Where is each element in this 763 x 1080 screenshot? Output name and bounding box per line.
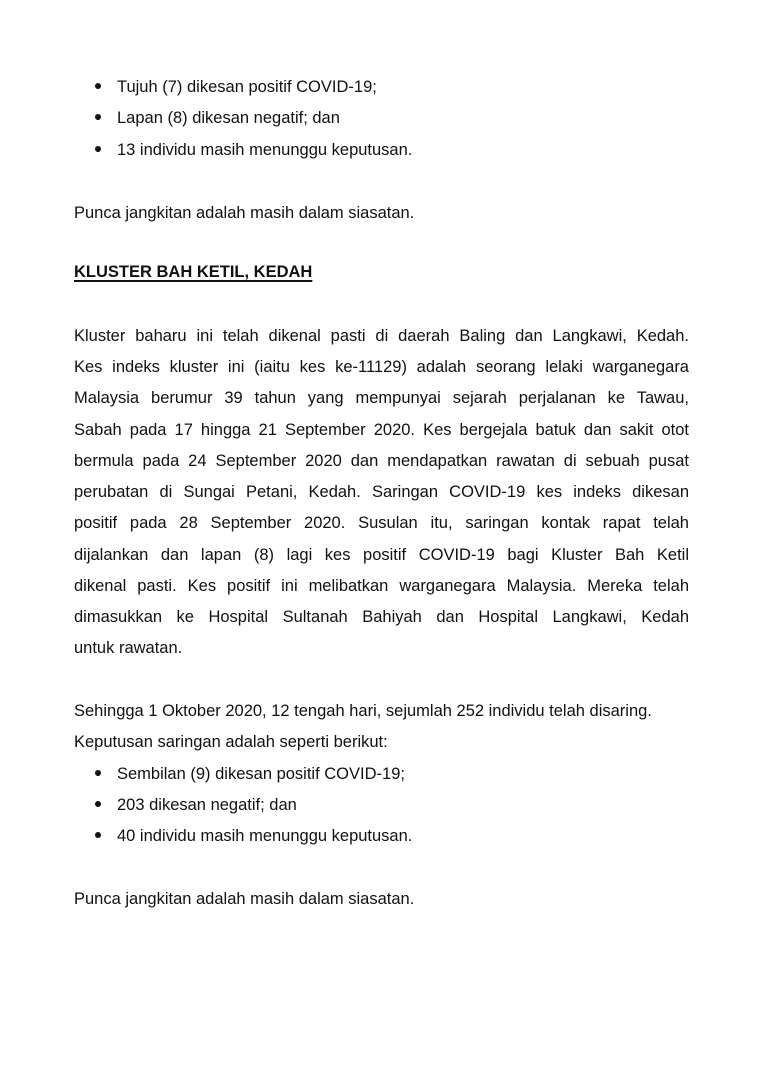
screening-summary: Sehingga 1 Oktober 2020, 12 tengah hari, sejumlah 252 individu telah disaring.: [74, 702, 652, 720]
section-heading: KLUSTER BAH KETIL, KEDAH: [74, 263, 313, 281]
bullet-icon: [95, 114, 101, 120]
paragraph-line: Kes indeks kluster ini (iaitu kes ke-11129) adalah seorang lelaki warganegara: [74, 358, 689, 376]
list-item-text: 13 individu masih menunggu keputusan.: [117, 141, 413, 159]
paragraph-line: dimasukkan ke Hospital Sultanah Bahiyah dan Hospital Langkawi, Kedah: [74, 608, 689, 626]
bullet-icon: [95, 832, 101, 838]
paragraph-line: Sabah pada 17 hingga 21 September 2020. Kes bergejala batuk dan sakit otot: [74, 421, 689, 439]
bullet-icon: [95, 770, 101, 776]
paragraph-line: Malaysia berumur 39 tahun yang mempunyai sejarah perjalanan ke Tawau,: [74, 389, 689, 407]
list-item-text: Sembilan (9) dikesan positif COVID-19;: [117, 765, 405, 783]
paragraph-line: perubatan di Sungai Petani, Kedah. Saringan COVID-19 kes indeks dikesan: [74, 483, 689, 501]
bullet-icon: [95, 801, 101, 807]
source-note: Punca jangkitan adalah masih dalam siasatan.: [74, 890, 415, 908]
paragraph-line: Kluster baharu ini telah dikenal pasti di daerah Baling dan Langkawi, Kedah.: [74, 327, 689, 345]
paragraph-line: dikenal pasti. Kes positif ini melibatkan warganegara Malaysia. Mereka telah: [74, 577, 689, 595]
screening-intro: Keputusan saringan adalah seperti berikut:: [74, 733, 388, 751]
list-item-text: Tujuh (7) dikesan positif COVID-19;: [117, 78, 377, 96]
list-item-text: Lapan (8) dikesan negatif; dan: [117, 109, 340, 127]
list-item: [95, 108, 340, 128]
list-item: [95, 795, 297, 815]
list-item-text: 203 dikesan negatif; dan: [117, 796, 297, 814]
source-note: Punca jangkitan adalah masih dalam siasatan.: [74, 204, 415, 222]
list-item: [95, 826, 412, 846]
list-item: [95, 77, 377, 97]
paragraph-line: bermula pada 24 September 2020 dan mendapatkan rawatan di sebuah pusat: [74, 452, 689, 470]
paragraph-line: untuk rawatan.: [74, 639, 183, 657]
paragraph-line: positif pada 28 September 2020. Susulan itu, saringan kontak rapat telah: [74, 514, 689, 532]
bullet-icon: [95, 83, 101, 89]
bullet-icon: [95, 146, 101, 152]
list-item: [95, 764, 405, 784]
list-item-text: 40 individu masih menunggu keputusan.: [117, 827, 413, 845]
list-item: [95, 140, 412, 160]
paragraph-line: dijalankan dan lapan (8) lagi kes positif COVID-19 bagi Kluster Bah Ketil: [74, 546, 689, 564]
